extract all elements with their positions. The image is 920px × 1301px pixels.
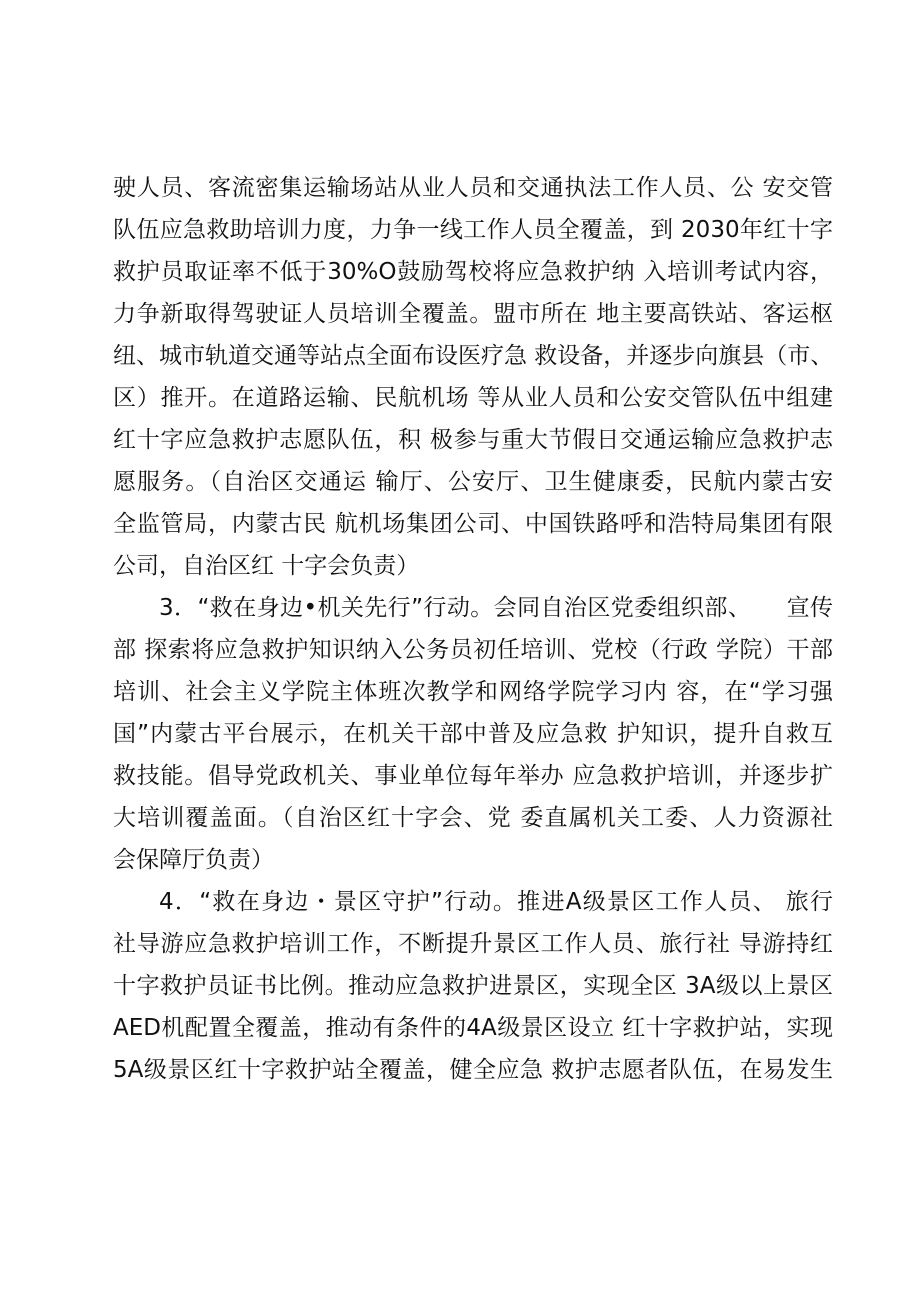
text-line: 部 探索将应急救护知识纳入公务员初任培训、党校（行政 学院）干部 — [113, 637, 833, 663]
paragraph-scenic-area-guard-action — [113, 881, 833, 1091]
text-line: 3．“救在身边•机关先行”行动。会同自治区党委组织部、 宣传 — [159, 595, 833, 621]
text-line: 会保障厅负责） — [113, 847, 274, 873]
paragraph-organs-first-action — [113, 587, 833, 881]
text-line: 全监管局，内蒙古民 航机场集团公司、中国铁路呼和浩特局集团有限 — [113, 511, 833, 537]
text-line: 国”内蒙古平台展示，在机关干部中普及应急救 护知识，提升自救互 — [113, 721, 833, 747]
text-line: 十字救护员证书比例。推动应急救护进景区，实现全区 3A级以上景区 — [113, 973, 833, 999]
text-line: 培训、社会主义学院主体班次教学和网络学院学习内 容，在“学习强 — [113, 679, 833, 705]
text-line: 红十字应急救护志愿队伍，积 极参与重大节假日交通运输应急救护志 — [113, 427, 833, 453]
text-line: 救护员取证率不低于30%O鼓励驾校将应急救护纳 入培训考试内容， — [113, 259, 833, 285]
text-line: 5A级景区红十字救护站全覆盖，健全应急 救护志愿者队伍，在易发生 — [113, 1057, 833, 1083]
text-line: 救技能。倡导党政机关、事业单位每年举办 应急救护培训，并逐步扩 — [113, 763, 833, 789]
text-line: 力争新取得驾驶证人员培训全覆盖。盟市所在 地主要高铁站、客运枢 — [113, 301, 833, 327]
text-line: 区）推开。在道路运输、民航机场 等从业人员和公安交管队伍中组建 — [113, 385, 833, 411]
document-body — [113, 167, 833, 1091]
text-line: 愿服务。（自治区交通运 输厅、公安厅、卫生健康委，民航内蒙古安 — [113, 469, 833, 495]
text-line: 纽、城市轨道交通等站点全面布设医疗急 救设备，并逐步向旗县（市、 — [113, 343, 833, 369]
text-line: 队伍应急救助培训力度，力争一线工作人员全覆盖，到 2030年红十字 — [113, 217, 833, 243]
text-line: 公司，自治区红 十字会负责） — [113, 553, 420, 579]
text-line: 驶人员、客流密集运输场站从业人员和交通执法工作人员、公 安交管 — [113, 175, 833, 201]
text-line: 4．“救在身边・景区守护”行动。推进A级景区工作人员、 旅行 — [159, 889, 833, 915]
paragraph-traffic-rescue-training — [113, 167, 833, 587]
text-line: AED机配置全覆盖，推动有条件的4A级景区设立 红十字救护站，实现 — [113, 1015, 833, 1041]
text-line: 大培训覆盖面。（自治区红十字会、党 委直属机关工委、人力资源社 — [113, 805, 833, 831]
text-line: 社导游应急救护培训工作，不断提升景区工作人员、旅行社 导游持红 — [113, 931, 833, 957]
